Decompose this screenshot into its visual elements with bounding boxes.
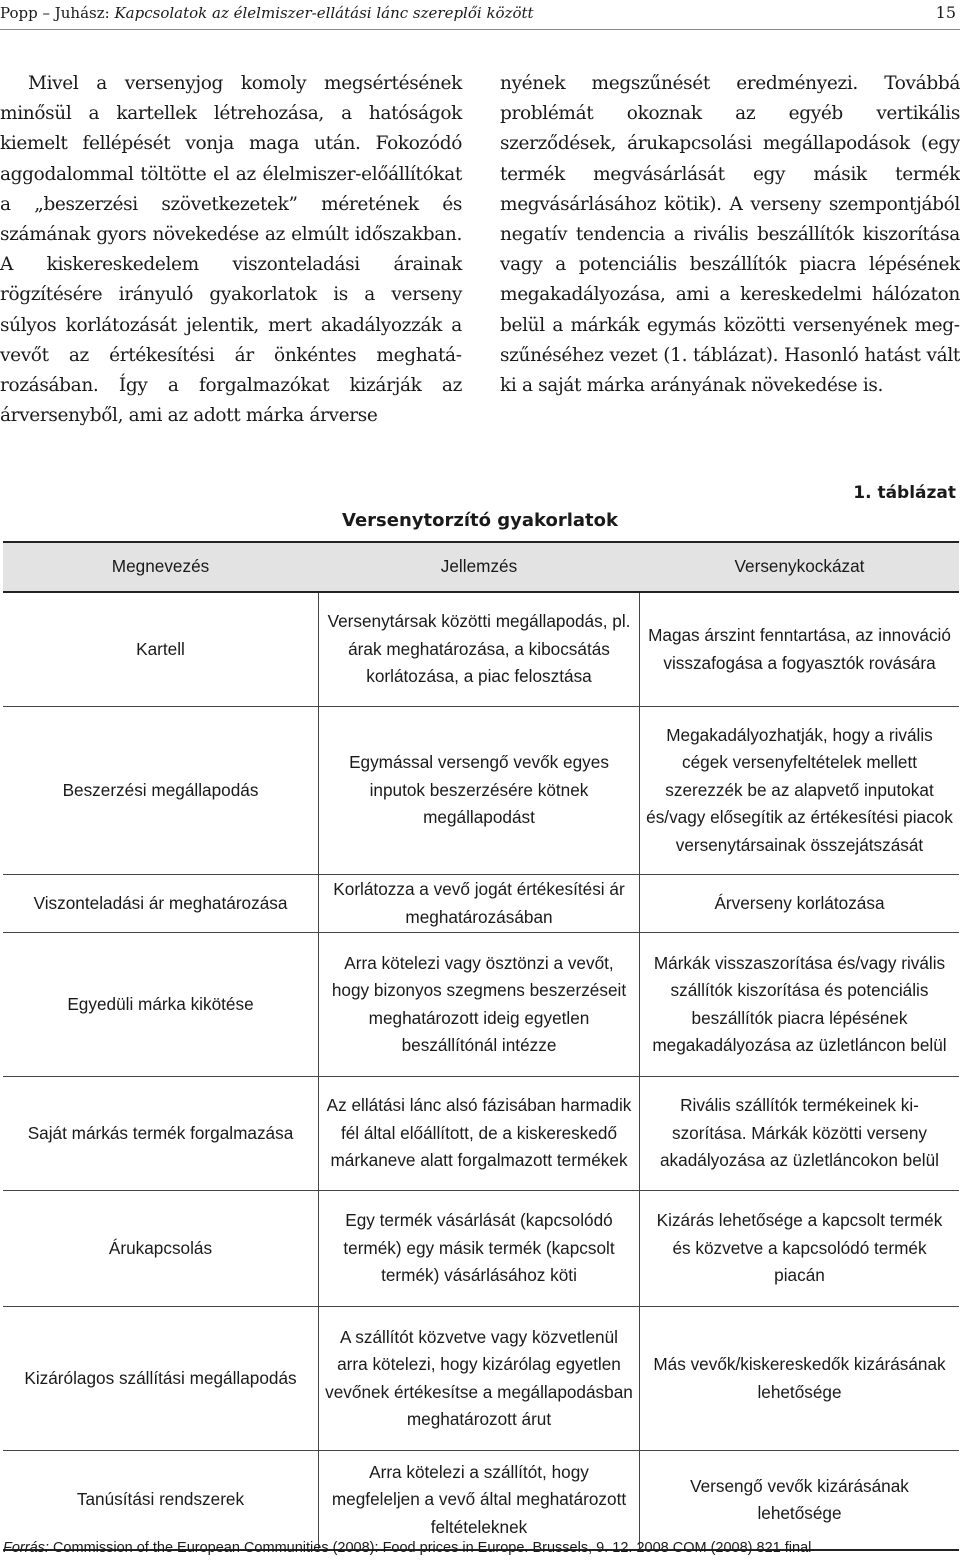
header-citation (0, 4, 534, 22)
cell-description: Arra kötelezi vagy ösztönzi a vevőt, hogy bizonyos szegmens beszerzéseit meghatározott ideig egyetlen beszállítónál intézze (318, 933, 640, 1077)
table-row (3, 1191, 959, 1307)
cell-description: Egymással versengő vevők egyes inputok beszerzésére kötnek megállapodást (318, 707, 640, 875)
header-rule (0, 29, 960, 30)
cell-name: Saját márkás termék forgalmazása (3, 1077, 318, 1191)
table-row (3, 1307, 959, 1451)
cell-risk: Magas árszint fenntartása, az innováció visszafogása a fogyasztók rovására (640, 593, 959, 707)
cell-risk: Más vevők/kiskereskedők kizárásának lehetősége (640, 1307, 959, 1451)
header-authors: Popp – Juhász: (0, 4, 110, 22)
column-header-description: Jellemzés (318, 541, 640, 593)
column-header-risk: Versenykockázat (640, 541, 959, 593)
table-label: 1. táblázat (853, 483, 956, 503)
cell-name: Beszerzési megállapodás (3, 707, 318, 875)
cell-name: Árukapcsolás (3, 1191, 318, 1307)
cell-name: Viszonteladási ár meghatározása (3, 875, 318, 933)
cell-description: Korlátozza a vevő jogát értékesítési ár meghatározásában (318, 875, 640, 933)
cell-name: Kartell (3, 593, 318, 707)
cell-name: Tanúsítási rendszerek (3, 1451, 318, 1551)
cell-risk: Versengő vevők kizárásának lehetősége (640, 1451, 959, 1551)
cell-description: Versenytársak közötti megállapodás, pl. árak meghatározása, a kibocsátás korlátozása, a piac felosztása (318, 593, 640, 707)
table-row (3, 1451, 959, 1551)
source-text: Commission of the European Communities (2008): Food prices in Europe. Brussels, 9. 12. 2008 COM (2008) 821 final (48, 1540, 812, 1556)
cell-description: Arra kötelezi a szállítót, hogy megfeleljen a vevő által meghatározott feltételeknek (318, 1451, 640, 1551)
cell-name: Kizárólagos szállítási megállapodás (3, 1307, 318, 1451)
table-row (3, 875, 959, 933)
cell-risk: Árverseny korlátozása (640, 875, 959, 933)
table-source-note (3, 1540, 811, 1556)
body-text-left-column: Mivel a versenyjog komoly megsértésének minősül a kartellek létrehozása, a hatóságok kiemelt fellépését vonja maga után. Fokozódó aggodalommal töltötte el az élelmiszer-előállítókat a „beszerzési szövetkezetek” méretének és számának gyors növekedése az elmúlt időszakban. A kiskereskedelem viszonteladási árainak rögzítésére irányuló gyakorlatok is a verseny súlyos korlátozását jelentik, mert akadályozzák a vevőt az értékesítési ár önkéntes meghatározásában. Így a forgalmazókat kizárják az árversenyből, ami az adott márka árverse (0, 73, 462, 427)
running-header (0, 0, 960, 28)
cell-description: Egy termék vásárlását (kapcsolódó termék) egy másik termék (kapcsolt termék) vásárlásához köti (318, 1191, 640, 1307)
column-header-name: Megnevezés (3, 541, 318, 593)
cell-risk: Márkák visszaszorítása és/vagy rivális szállítók kiszorítása és potenciális beszállítók piacra lépésének megakadályozása az üzletláncon belül (640, 933, 959, 1077)
header-title: Kapcsolatok az élelmiszer-ellátási lánc szereplői között (114, 4, 534, 22)
table-row (3, 707, 959, 875)
table-row (3, 933, 959, 1077)
source-label: Forrás: (3, 1540, 49, 1556)
cell-description: A szállítót közvetve vagy közvetlenül arra kötelezi, hogy kizárólag egyetlen vevőnek értékesítse a megállapodásban meghatározott árut (318, 1307, 640, 1451)
practices-table (3, 541, 959, 1551)
table-header-row (3, 541, 959, 593)
cell-risk: Kizárás lehetősége a kapcsolt termék és közvetve a kapcsolódó termék piacán (640, 1191, 959, 1307)
table-title: Versenytorzító gyakorlatok (342, 510, 618, 531)
cell-name: Egyedüli márka kikötése (3, 933, 318, 1077)
table-row (3, 1077, 959, 1191)
body-text-right-column: nyének megszűnését eredményezi. Továbbá problémát okoznak az egyéb vertikális szerződések, árukapcsolási megállapodások (egy termék megvásárlását egy másik termék megvásárlásához kötik). A verseny szempontjából negatív tendencia a rivális beszállítók kiszorítása vagy a potenciális beszállítók piacra lépésének megakadályozása, ami a kereskedelmi hálózaton belül a márkák egymás közötti versenyének megszűnéséhez vezet (1. táblázat). Hasonló hatást vált ki a saját márka arányának növekedése is. (500, 73, 960, 397)
page-number: 15 (935, 3, 956, 22)
cell-risk: Megakadályozhatják, hogy a rivális cégek versenyfeltételek mellett szerezzék be az alapvető inputokat és/vagy elősegítik az értékesítési piacok versenytársainak összejátszását (640, 707, 959, 875)
cell-risk: Rivális szállítók termékeinek kiszorítása. Márkák közötti verseny akadályozása az üzletláncokon belül (640, 1077, 959, 1191)
table-row (3, 593, 959, 707)
cell-description: Az ellátási lánc alsó fázisában harmadik fél által előállított, de a kiskereskedő márkaneve alatt forgalmazott termékek (318, 1077, 640, 1191)
